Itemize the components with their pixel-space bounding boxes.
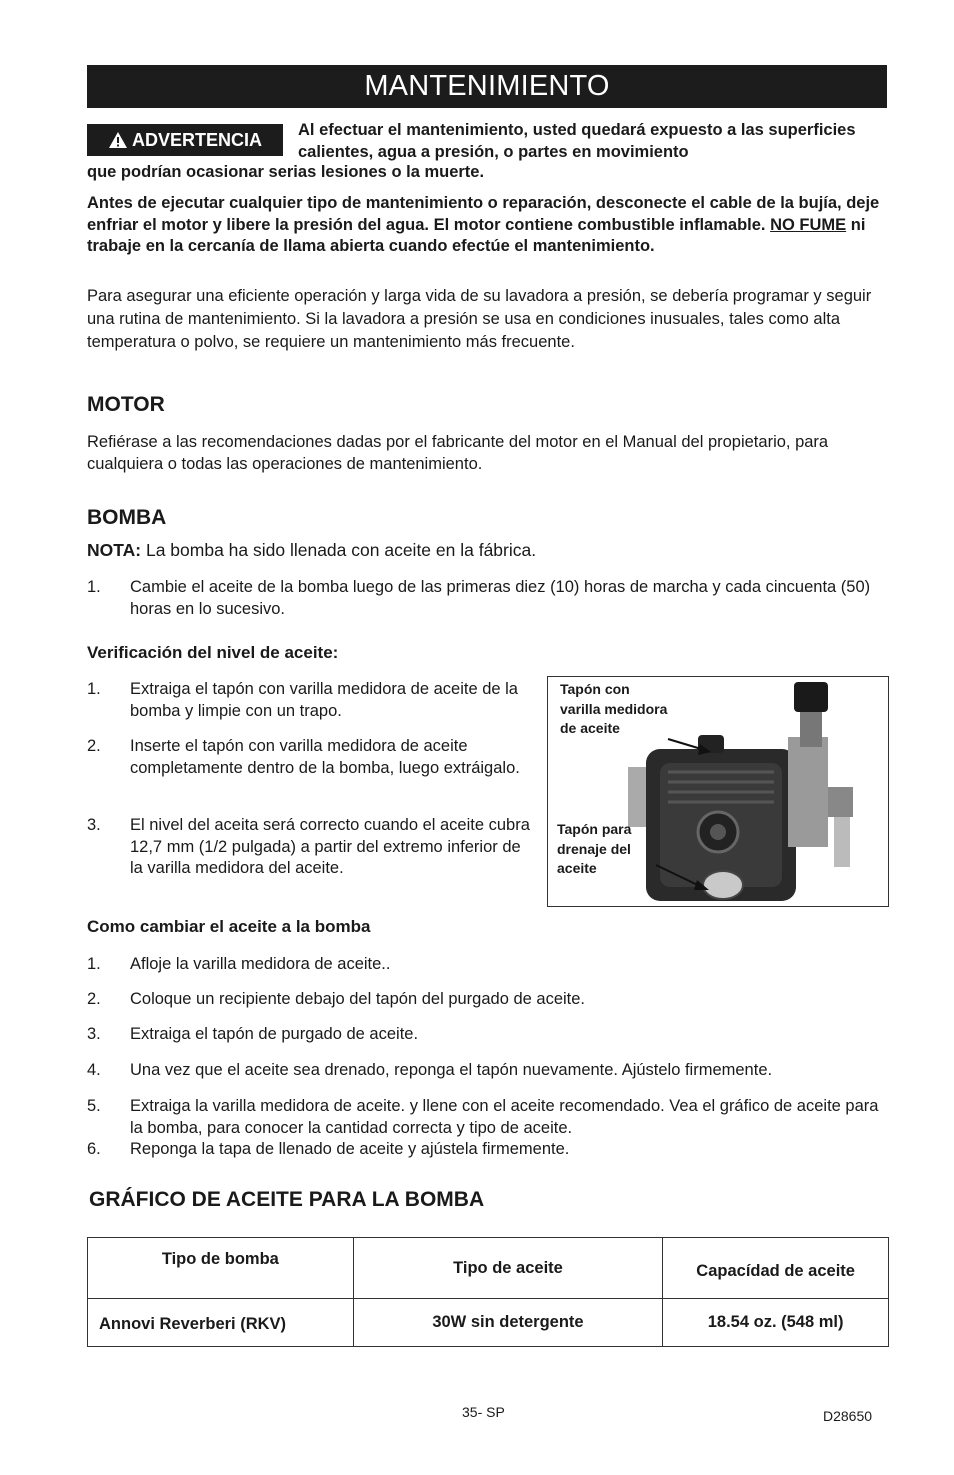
list-text: Extraiga el tapón con varilla medidora de aceite de la bomba y limpie con un trapo. [130,680,518,720]
table-row [88,1299,889,1347]
motor-text: Refiérase a las recomendaciones dadas por el fabricante del motor en el Manual del propietario, para cualquiera o todas las operaciones de mantenimiento. [87,433,829,473]
list-text: Una vez que el aceite sea drenado, reponga el tapón nuevamente. Ajústelo firmemente. [130,1061,773,1079]
list-number: 2. [87,737,101,755]
warning-badge-label: ADVERTENCIA [131,130,262,150]
list-item [87,679,532,723]
bomba-nota [87,540,887,562]
warning-paragraph-part2: ni trabaje en la cercanía de llama abierta cuando efectúe el mantenimiento. [87,215,866,255]
list-item [87,577,887,621]
list-number: 4. [87,1061,101,1079]
cell-tipo-aceite: 30W sin detergente [353,1299,663,1347]
list-text: Afloje la varilla medidora de aceite.. [130,955,391,973]
list-number: 1. [87,680,101,698]
cell-capacidad: 18.54 oz. (548 ml) [663,1299,889,1347]
warning-paragraph [87,193,887,258]
list-text: Extraiga la varilla medidora de aceite. y llene con el aceite recomendado. Vea el gráfico de aceite para la bomba, para conocer la cantidad correcta y tipo de aceite. [130,1097,879,1137]
list-number: 1. [87,578,101,596]
label-dipstick: Tapón con varilla medidora de aceite [560,681,668,736]
warning-text-line1: Al efectuar el mantenimiento, usted quedará expuesto a las superficies calientes, agua a presión, o partes en movimiento [298,121,856,161]
warning-triangle-icon [108,131,128,149]
document-code: D28650 [823,1408,873,1424]
header-tipo-bomba: Tipo de bomba [88,1238,354,1299]
list-number: 3. [87,816,101,834]
table-header-row [88,1238,889,1299]
no-fume-text: NO FUME [770,215,847,234]
cell-tipo-bomba: Annovi Reverberi (RKV) [88,1299,354,1347]
list-number: 1. [87,955,101,973]
list-item [87,815,532,903]
nota-text: La bomba ha sido llenada con aceite en la fábrica. [141,540,537,560]
intro-paragraph: Para asegurar una eficiente operación y larga vida de su lavadora a presión, se debería programar y seguir una rutina de mantenimiento. Si la lavadora a presión se usa en condiciones inusuales, tales como alta temperatura o polvo, se requiere un mantenimiento más frecuente. [87,287,872,351]
header-capacidad: Capacídad de aceite [663,1238,889,1299]
warning-badge [87,124,283,156]
list-item [87,989,889,1011]
list-item [87,1096,889,1140]
cambio-heading: Como cambiar el aceite a la bomba [87,917,371,936]
list-item [87,1024,889,1046]
list-number: 3. [87,1025,101,1043]
grafico-heading: GRÁFICO DE ACEITE PARA LA BOMBA [89,1188,485,1211]
nota-label: NOTA: [87,540,142,560]
list-text: Coloque un recipiente debajo del tapón del purgado de aceite. [130,990,586,1008]
list-text: Extraiga el tapón de purgado de aceite. [130,1025,419,1043]
warning-paragraph-part1: Antes de ejecutar cualquier tipo de mantenimiento o reparación, desconecte el cable de la bujía, deje enfriar el motor y libere la presión del agua. El motor contiene combustible inflamable. [87,194,880,234]
label-drain: Tapón para drenaje del aceite [557,821,632,876]
list-item [87,1139,889,1161]
pump-figure [547,676,889,907]
oil-chart-table [87,1237,889,1347]
list-number: 2. [87,990,101,1008]
header-tipo-aceite: Tipo de aceite [353,1238,663,1299]
list-item [87,736,532,802]
list-text: El nivel del aceita será correcto cuando el aceite cubra 12,7 mm (1/2 pulgada) a partir del extremo inferior de la varilla medidora del aceite. [130,816,530,877]
warning-text-line2: que podrían ocasionar serias lesiones o la muerte. [87,163,485,181]
bomba-heading: BOMBA [87,506,167,529]
list-number: 5. [87,1097,101,1115]
motor-heading: MOTOR [87,393,165,416]
list-item [87,1060,889,1082]
list-item [87,954,889,976]
list-text: Cambie el aceite de la bomba luego de las primeras diez (10) horas de marcha y cada cincuenta (50) horas en lo sucesivo. [130,578,871,618]
list-text: Inserte el tapón con varilla medidora de aceite completamente dentro de la bomba, luego extráigalo. [130,737,520,777]
page-number: 35- SP [462,1404,505,1420]
verificacion-heading: Verificación del nivel de aceite: [87,643,339,662]
list-text: Reponga la tapa de llenado de aceite y ajústela firmemente. [130,1140,570,1158]
page-title: MANTENIMIENTO [87,65,887,108]
list-number: 6. [87,1140,101,1158]
